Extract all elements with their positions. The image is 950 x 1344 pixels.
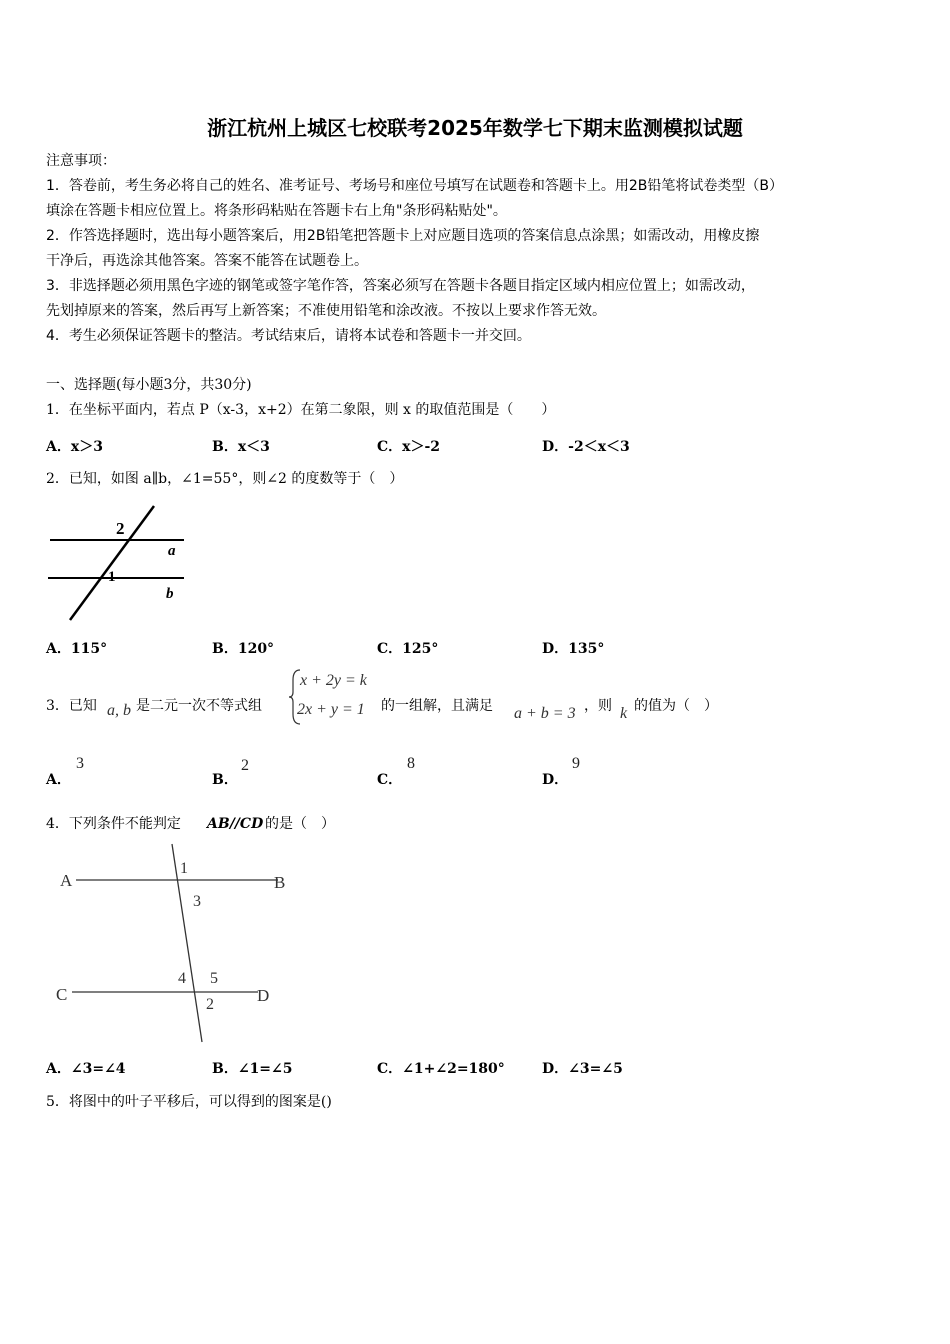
q4-option-a[interactable]: A．∠3=∠4 [46, 1061, 126, 1077]
q3-end: 的值为（ ） [634, 698, 718, 714]
q5-stem: 5．将图中的叶子平移后，可以得到的图案是() [46, 1094, 332, 1110]
label-4: 4 [178, 970, 186, 987]
notice-line-4: 干净后，再选涂其他答案。答案不能答在试题卷上。 [46, 253, 368, 269]
label-b: B [274, 873, 286, 892]
q2-option-a[interactable]: A．115° [46, 641, 108, 657]
label-d: D [257, 986, 270, 1005]
label-2: 2 [116, 519, 125, 538]
notice-line-3: 2．作答选择题时，选出每小题答案后，用2B铅笔把答题卡上对应题目选项的答案信息点涂黑；如需改动，用橡皮擦 [46, 228, 760, 244]
q4-stem-prefix: 4．下列条件不能判定 [46, 816, 181, 832]
label-a: A [60, 871, 73, 890]
label-a: a [168, 543, 176, 559]
notice-line-1: 1．答卷前，考生务必将自己的姓名、准考证号、考场号和座位号填写在试题卷和答题卡上。用2B铅笔将试卷类型（B） [46, 178, 784, 194]
q4-stem-math: AB//CD [207, 816, 264, 832]
label-5: 5 [210, 970, 218, 987]
transversal [70, 506, 154, 620]
q2-option-d[interactable]: D．135° [542, 641, 605, 657]
q3-option-b-value: 2 [241, 757, 249, 774]
q1-option-d[interactable]: D．-2＜x＜3 [542, 439, 630, 455]
q3-after: 的一组解，且满足 [381, 698, 493, 714]
q3-eq1: x + 2y = k [300, 672, 367, 689]
q3-eq2: 2x + y = 1 [297, 701, 365, 718]
q2-option-c[interactable]: C．125° [377, 641, 439, 657]
q3-option-c-value: 8 [407, 755, 415, 772]
q1-stem: 1．在坐标平面内，若点 P（x-3，x+2）在第二象限，则 x 的取值范围是（ ） [46, 402, 556, 418]
label-3: 3 [193, 893, 201, 910]
page-title: 浙江杭州上城区七校联考2025年数学七下期末监测模拟试题 [207, 116, 743, 140]
q3-option-b[interactable]: B． [212, 772, 238, 788]
q4-option-d[interactable]: D．∠3=∠5 [542, 1061, 623, 1077]
q3-option-d-value: 9 [572, 755, 580, 772]
q3-option-a[interactable]: A． [46, 772, 71, 788]
label-1: 1 [180, 860, 188, 877]
q2-stem: 2．已知，如图 a∥b，∠1=55°，则∠2 的度数等于（ ） [46, 471, 404, 487]
section-heading: 一、选择题(每小题3分，共30分) [46, 377, 252, 393]
q4-option-b[interactable]: B．∠1=∠5 [212, 1061, 293, 1077]
q1-option-c[interactable]: C．x＞-2 [377, 439, 441, 455]
q2-option-b[interactable]: B．120° [212, 641, 275, 657]
notice-line-2: 填涂在答题卡相应位置上。将条形码粘贴在答题卡右上角"条形码粘贴处"。 [46, 203, 507, 219]
q3-option-d[interactable]: D． [542, 772, 569, 788]
q1-option-a[interactable]: A．x＞3 [46, 439, 103, 455]
label-2: 2 [206, 996, 214, 1013]
q4-figure [50, 842, 290, 1046]
label-c: C [56, 985, 68, 1004]
notice-heading: 注意事项： [46, 153, 116, 169]
q2-figure [44, 502, 189, 624]
q3-k: k [620, 705, 628, 722]
q3-then: ，则 [584, 698, 612, 714]
q3-cond: a + b = 3 [514, 705, 576, 722]
q3-middle: 是二元一次不等式组 [136, 698, 262, 714]
q3-option-a-value: 3 [76, 755, 84, 772]
q3-option-c[interactable]: C． [377, 772, 403, 788]
label-1: 1 [108, 569, 116, 585]
notice-line-6: 先划掉原来的答案，然后再写上新答案；不准使用铅笔和涂改液。不按以上要求作答无效。 [46, 303, 606, 319]
q3-prefix: 3．已知 [46, 698, 97, 714]
q3-vars: a, b [107, 702, 131, 719]
q4-option-c[interactable]: C．∠1+∠2=180° [377, 1061, 505, 1077]
q1-option-b[interactable]: B．x＜3 [212, 439, 270, 455]
q4-stem-suffix: 的是（ ） [265, 816, 335, 832]
label-b: b [166, 586, 174, 602]
notice-line-5: 3．非选择题必须用黑色字迹的钢笔或签字笔作答，答案必须写在答题卡各题目指定区域内相应位置上；如需改动， [46, 278, 755, 294]
notice-line-7: 4．考生必须保证答题卡的整洁。考试结束后，请将本试卷和答题卡一并交回。 [46, 328, 531, 344]
